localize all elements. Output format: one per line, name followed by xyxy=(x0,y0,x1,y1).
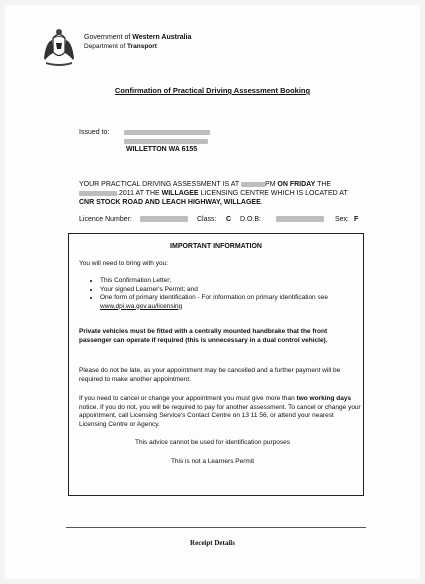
assessment-location: CNR STOCK ROAD AND LEACH HIGHWAY, WILLAGEE xyxy=(79,199,261,206)
gov-line1-prefix: Government of xyxy=(84,34,133,41)
assessment-centre: WILLAGEE xyxy=(161,190,199,197)
sex-label: Sex: xyxy=(335,216,350,223)
identification-disclaimer: This advice cannot be used for identification purposes xyxy=(134,439,290,446)
redacted-dob xyxy=(276,216,324,222)
bring-list xyxy=(91,277,360,311)
issued-to-label: Issued to: xyxy=(79,129,110,136)
receipt-details-heading: Receipt Details xyxy=(190,539,235,547)
important-information-heading: IMPORTANT INFORMATION xyxy=(170,243,262,250)
dob-label: D.O.B: xyxy=(240,216,262,223)
list-item xyxy=(100,294,360,311)
redacted-name xyxy=(124,130,210,135)
redacted-licence-number xyxy=(140,216,188,222)
redacted-address xyxy=(124,139,208,144)
gov-line2-prefix: Department of xyxy=(84,43,127,50)
cancel-text-b: notice. If you do not, you will be required to pay for another assessment. To cancel or change your appointment, call Licensing Service's Contact Centre on 13 11 56, or attend your nearest Licensing Centre or Agency. xyxy=(79,403,361,428)
assessment-day: ON FRIDAY xyxy=(277,181,316,188)
coat-of-arms-logo xyxy=(42,28,76,68)
licence-class-value: C xyxy=(226,216,232,223)
licence-class-label: Class: xyxy=(197,216,217,223)
document-page xyxy=(4,4,421,580)
assessment-paragraph xyxy=(79,180,369,207)
document-title: Confirmation of Practical Driving Assessment Booking xyxy=(114,86,311,95)
list-item-text: One form of primary identification - For information on primary identification see xyxy=(100,294,328,301)
late-notice: Please do not be late, as your appointment may be cancelled and a further payment will be required to make another appointment. xyxy=(79,367,341,383)
list-item: • Your signed Learner's Permit; and xyxy=(100,286,360,295)
gov-line1-bold: Western Australia xyxy=(132,34,192,41)
assessment-the: THE xyxy=(315,181,332,188)
gov-line2-bold: Transport xyxy=(127,43,157,50)
redacted-time xyxy=(241,182,265,187)
redacted-date xyxy=(79,191,117,196)
important-information-box xyxy=(68,233,364,496)
government-header xyxy=(84,33,191,51)
licence-number-label: Licence Number: xyxy=(79,216,132,223)
assessment-text-1: YOUR PRACTICAL DRIVING ASSESSMENT IS AT xyxy=(79,181,241,188)
bring-intro: You will need to bring with you: xyxy=(79,260,169,267)
assessment-at-the: AT THE xyxy=(134,190,162,197)
licensing-link[interactable]: www.dpi.wa.gov.au/licensing xyxy=(100,302,183,310)
handbrake-notice: Private vehicles must be fitted with a centrally mounted handbrake that the front passenger can operate if required (this is unnecessary in a dual control vehicle). xyxy=(79,328,328,344)
assessment-year: .2011 xyxy=(117,190,134,197)
cancel-notice xyxy=(79,395,361,429)
assessment-text-2: LICENSING CENTRE WHICH IS LOCATED AT xyxy=(198,190,348,197)
cancel-text-a: If you need to cancel or change your appointment you must give more than xyxy=(79,395,297,402)
list-item: • This Confirmation Letter; xyxy=(100,277,360,286)
cancel-text-bold: two working days xyxy=(296,395,352,402)
assessment-time-suffix: PM xyxy=(264,181,278,188)
divider xyxy=(66,527,366,528)
assessment-end: . xyxy=(260,199,263,206)
sex-value: F xyxy=(354,216,359,223)
issued-suburb: WILLETTON WA 6155 xyxy=(126,146,198,153)
not-permit-notice: This is not a Learners Permit xyxy=(170,458,255,465)
